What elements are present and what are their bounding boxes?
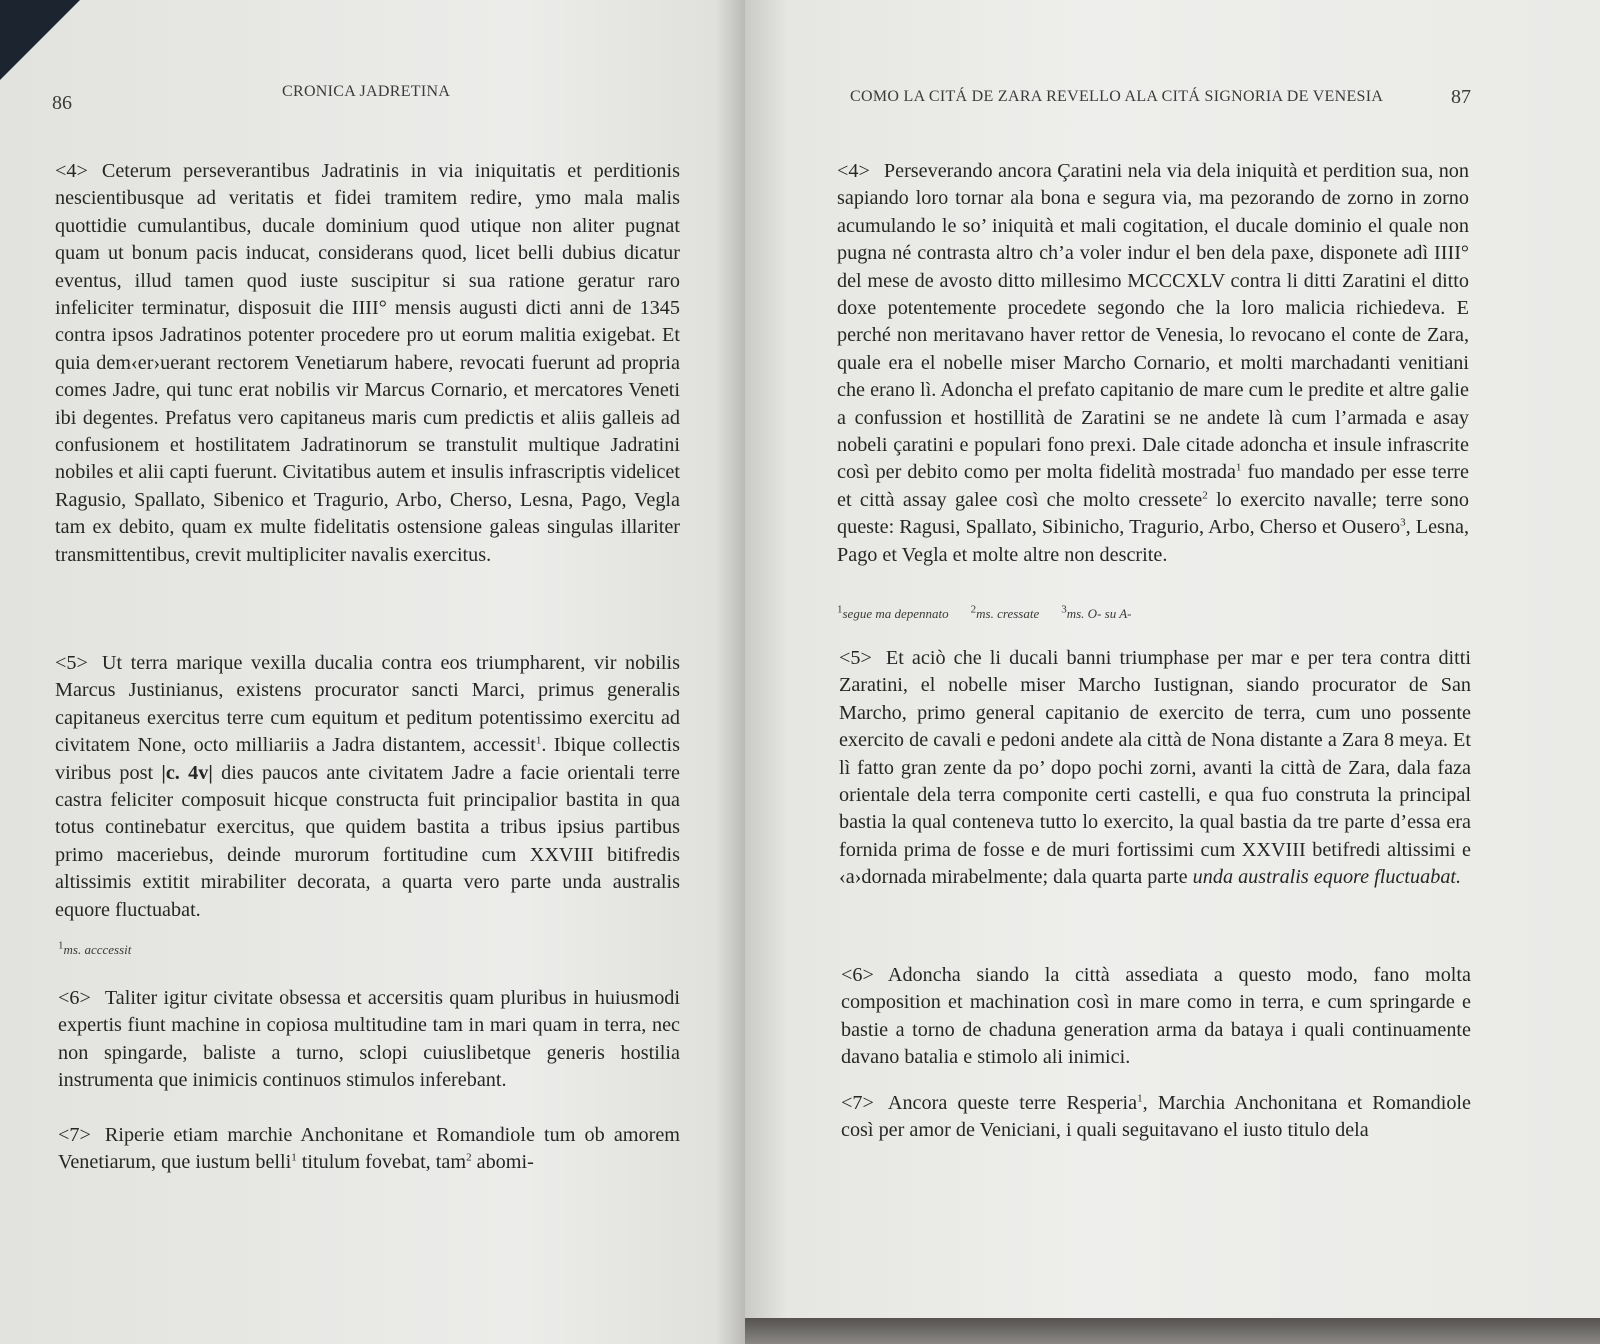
right-paragraph-6 (841, 962, 1471, 1072)
footnote-marker: 1 (1137, 1092, 1143, 1105)
paragraph-text: Ceterum perseverantibus Jadratinis in via iniquitatis et perditionis nescientibusque ad veritatis et fidei tramitem redire, ymo mala malis quottidie cumulantibus, ducale dominium quod utique non aliter pugnat quam ut bonum pacis inducat, considerans quod, licet belli dubius dicatur eventus, illud tamen quod iuste suscipitur si sua ratione geratur raro infeliciter terminatur, disposuit die IIII° mensis augusti dicti anni de 1345 contra ipsos Jadratinos potenter procedere pro ut eorum malitia exigebat. Et quia dem‹er›uerant rectorem Venetiarum habere, revocati fuerunt ad propria comes Jadre, qui tunc erat nobilis vir Marcus Cornario, et mercatores Veneti ibi degentes. Prefatus vero capitaneus maris cum predictis et aliis galleis ad confusionem et hostilitatem Jadratinorum se transtulit multique Jadratini nobiles et alii capti fuerunt. Civitatibus autem et insulis infrascriptis videlicet Ragusio, Spallato, Sibenico et Tragurio, Arbo, Cherso, Lesna, Pago, Vegla tam ex debito, quam ex multe fidelitatis ostensione galeas singulas illariter transmittentibus, crevit multipliciter navalis exercitus. (55, 160, 680, 566)
paragraph-text: lo exercito navalle; terre sono queste: Ragusi, Spallato, Sibinicho, Tragurio, Arbo, Cherso et Ousero (837, 488, 1469, 539)
left-paragraph-7 (58, 1122, 680, 1177)
right-page (745, 0, 1600, 1318)
paragraph-number: <5> (55, 652, 88, 674)
paragraph-text: Riperie etiam marchie Anchonitane et Romandiole tum ob amorem Venetiarum, que iustum belli (58, 1124, 680, 1174)
paragraph-text: Perseverando ancora Çaratini nela via dela iniquità et perdition sua, non sapiando loro tornar ala bona e segura via, ma pezorando de zorno in zorno acumulando le so’ iniquità et mali cogitation, el ducale dominio el quale non pugna né contrasta altro ch’a voler indur el ben dela paxe, disponete adì IIII° del mese de avosto ditto millesimo MCCCXLV contra li ditti Zaratini el ditto doxe potentemente procedete segondo che la loro malicia richiedeva. E perché non meritavano haver rettor de Venesia, lo revocano el conte de Zara, quale era el nobelle miser Marcho Cornario, et molti marchadanti venitiani che erano lì. Adoncha el prefato capitanio de mare cum le predite et altre galie a confussion et hostillità de Zaratini se ne andete là cum l’armada e asay nobeli çaratini e populari fono prexi. Dale citade adoncha et insule infrascrite così per debito como per molta fidelità mostrada (837, 160, 1469, 484)
paragraph-text: dies paucos ante civitatem Jadre a facie orientali terre castra feliciter composuit hicque constructa fuit principalior bastita in qua totus continebatur exercitus, que quidem bastita a tribus ipsius partibus primo maceriebus, deinde murorum fortitudine cum XXVIII bitifredis altissimis extitit mirabiliter decorata, a quarta vero parte unda australis equore fluctuabat. (55, 761, 680, 921)
paragraph-text: , Lesna, Pago et Vegla et molte altre non descrite. (837, 516, 1469, 566)
footnote-marker: 2 (466, 1151, 472, 1164)
right-footnotes (837, 603, 1469, 622)
paragraph-text: fuo mandado per esse terre et città assay galee così che molto cressete (837, 461, 1469, 511)
footnote-text: ms. cressate (976, 606, 1040, 621)
paragraph-number: <5> (839, 647, 872, 669)
paragraph-text: Ancora queste terre Resperia (887, 1092, 1138, 1114)
italic-quote: unda australis equore fluctuabat. (1192, 866, 1462, 889)
footnote (837, 603, 949, 621)
footnote-number: 1 (58, 939, 64, 952)
footnote (58, 939, 132, 957)
footnote-text: segue ma (842, 606, 895, 621)
paragraph-text: Taliter igitur civitate obsessa et accersitis quam pluribus in huiusmodi expertis fiunt machine in copiosa multitudine tam in mari quam in terra, nec non spingarde, baliste a turno, sclopi cuiuslibetque generis hostilia instrumenta que inimicis continuos stimulos inferebant. (58, 987, 680, 1092)
paragraph-number: <6> (841, 964, 874, 986)
left-page (0, 0, 745, 1344)
left-paragraph-6 (58, 985, 680, 1095)
footnote-text: ms. O- su A- (1066, 606, 1132, 621)
left-page-number: 86 (52, 92, 72, 114)
paragraph-text: , Marchia Anchonitana et Romandiole così per amor de Veniciani, i quali seguitavano el iusto titulo dela (841, 1092, 1471, 1142)
book-edge-shadow (745, 1318, 1600, 1344)
left-paragraph-4 (55, 158, 680, 569)
paragraph-number: <7> (841, 1092, 874, 1114)
right-paragraph-4 (837, 158, 1469, 569)
paragraph-text: Et aciò che li ducali banni triumphase per mar e per tera contra ditti Zaratini, el nobelle miser Marcho Iustignan, siando procurator de San Marcho, primo general capitanio de exercito de terra, cum uno possente exercito de cavali e pedoni andete ala città de Nona distante a Zara 8 meya. Et lì fatto gran zente da po’ dopo pochi zorni, avanti la città de Zara, dala faza orientale dela terra componite certi castelli, e qua fuo construta la principal bastia la qual conteneva tutto lo exercito, la qual bastia da tre parte d’essa era fornida prima de fosse e de muri fortissimi cum XXVIII betifredi altissimi e ‹a›dornada mirabelmente; dala quarta parte (839, 647, 1471, 889)
paragraph-text: titulum fovebat, tam (296, 1151, 467, 1174)
right-paragraph-5 (839, 645, 1471, 892)
footnote-number: 3 (1061, 603, 1067, 616)
paragraph-text: abomi- (471, 1151, 534, 1174)
right-paragraph-7 (841, 1090, 1471, 1145)
footnote-marker: 1 (291, 1151, 297, 1164)
footnote-number: 2 (970, 603, 977, 616)
footnote-emphasis: depennato (894, 606, 949, 621)
right-page-number: 87 (1451, 86, 1471, 108)
footnote (970, 603, 1040, 621)
left-running-head: CRONICA JADRETINA (282, 83, 451, 100)
paragraph-number: <7> (58, 1124, 91, 1146)
left-footnotes (58, 939, 658, 958)
footnote-marker: 3 (1400, 516, 1406, 529)
paragraph-number: <4> (55, 160, 88, 182)
footnote (1061, 603, 1132, 621)
footnote-marker: 1 (535, 734, 542, 747)
folio-reference: |c. 4v| (161, 761, 213, 784)
paragraph-text: . Ibique collectis viribus post (55, 734, 680, 784)
paragraph-text: Adoncha siando la città assediata a questo modo, fano molta composition et machination così in mare como in terra, e cum springarde e bastie a torno de chaduna generation arma da bataya i quali continuamente davano batalia e stimolo ali inimici. (841, 964, 1471, 1069)
right-running-head: COMO LA CITÁ DE ZARA REVELLO ALA CITÁ SIGNORIA DE VENESIA (850, 88, 1384, 105)
left-paragraph-5 (55, 650, 680, 924)
page-corner-shadow (0, 0, 80, 80)
paragraph-number: <4> (837, 160, 870, 182)
paragraph-number: <6> (58, 987, 91, 1009)
footnote-marker: 2 (1202, 489, 1208, 502)
footnote-marker: 1 (1235, 461, 1242, 474)
footnote-text: ms. acccessit (63, 942, 132, 957)
footnote-number: 1 (837, 603, 843, 616)
paragraph-text: Ut terra marique vexilla ducalia contra eos triumpharent, vir nobilis Marcus Justinianus, existens procurator sancti Marci, primus generalis capitaneus exercitus terre cum equitum et peditum potentissimo exercitu ad civitatem None, octo milliariis a Jadra distantem, accessit (55, 652, 680, 757)
